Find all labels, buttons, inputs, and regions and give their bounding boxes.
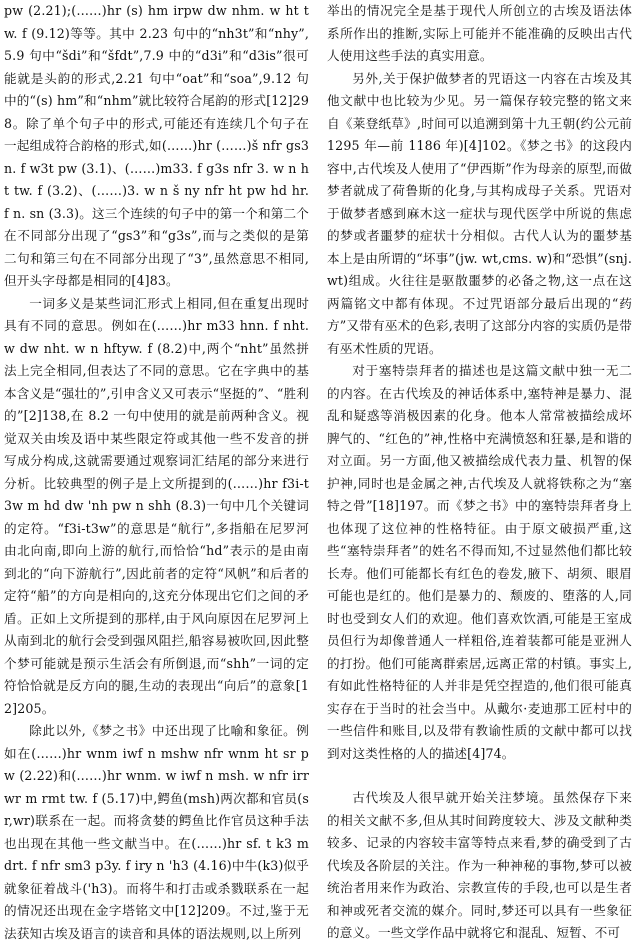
left-column — [4, 0, 309, 941]
section-gap — [327, 765, 632, 787]
paragraph-poetic-forms: pw (2.21);(……)hr (s) hm irpw dw nhm. w ht tw. f (9.12)等等。其中 2.23 句中的“nh3t”和“nhy”,5.9 句中“šdi”和“šfdt”,7.9 中的“d3i”和“d3is”很可能就是头韵的形式,2.21 句中“oat”和“soa”,9.12 句中的“(s) hm”和“nhm”就比较符合尾韵的形式[12]298。除了单个句子中的形式,可能还有连续几个句子在一起组成符合韵格的形式,如(……)hr (……)š nfr gs3 n. f w3t pw (3.1)、(……)m33. f g3s nfr 3. w n ht tw. f (3.2)、(……)3. w n š ny nfr ht pw hd hr. f n. sn (3.3)。这三个连续的句子中的第一个和第二个在不同部分出现了“gs3”和“g3s”,而与之类似的是第二句和第三句在不同部分出现了“3”,虽然意思不相同,但开头字母都是相同的[4]83。 — [4, 3, 309, 288]
paragraph-polysemy: 一词多义是某些词汇形式上相同,但在重复出现时具有不同的意思。例如在(……)hr m33 hnn. f nht. w dw nht. w n hftyw. f (8.2)中,两个“nht”虽然拼法上完全相同,但表达了不同的意思。它在字典中的基本含义是“强壮的”,引申含义又可表示“坚挺的”、“胜利的”[2]138,在 8.2 一句中使用的就是前两种含义。视觉双关由埃及语中某些限定符或其他一些不发音的拼写成分构成,这就需要通过观察词汇结尾的部分来进行分析。比较典型的例子是上文所提到的(……)hr f3i-t3w m hd dw 'nh pw n shh (8.3)一句中几个关键词的定符。“f3i-t3w”的意思是“航行”,多指船在尼罗河由北向南,即向上游的航行,而恰恰“hd”表示的是由南到北的“向下游航行”,因此前者的定符“风帆”和后者的定符“船”的方向是相向的,这充分体现出它们之间的矛盾。正如上文所提到的那样,由于风向原因在尼罗河上从南到北的航行会受到强风阻拦,船容易被吹回,因此整个梦可能就是预示生活会有所倒退,而“shh”一词的定符恰恰就是反方向的腿,生动的表现出“向后”的意象[12]205。 — [4, 295, 309, 716]
paragraph-spell: 另外,关于保护做梦者的咒语这一内容在古埃及其他文献中也比较为少见。另一篇保存较完整的铭文来自《莱登纸草》,时间可以追溯到第十九王朝(约公元前 1295 年—前 1186 年)[4]102。《梦之书》的这段内容中,古代埃及人使用了“伊西斯”作为母亲的原型,而做梦者就成了荷鲁斯的化身,与其构成母子关系。咒语对于做梦者感到麻木这一症状与现代医学中所说的焦虑的梦或者噩梦的症状十分相似。古代人认为的噩梦基本上是由所谓的“坏事”(jw. wt,cms. w)和“恐惧”(snj. wt)组成。火往往是驱散噩梦的必备之物,这一点在这两篇铭文中都有体现。不过咒语部分最后出现的“药方”又带有巫术的色彩,表明了这部分内容的实质仍是带有巫术性质的咒语。 — [327, 70, 632, 356]
paragraph-seth-followers: 对于塞特崇拜者的描述也是这篇文献中独一无二的内容。在古代埃及的神话体系中,塞特神是暴力、混乱和疑惑等消极因素的化身。他本人常常被描绘成坏脾气的、“红色的”神,性格中充满愤怒和狂暴,是和谐的对立面。另一方面,他又被描绘成代表力量、机智的保护神,同时也是金属之神,古代埃及人就将铁称之为“塞特之骨”[18]197。而《梦之书》中的塞特崇拜者身上也体现了这位神的性格特征。由于原文破损严重,这些“塞特崇拜者”的姓名不得而知,不过显然他们都比较长寿。他们可能都长有红色的卷发,腋下、胡须、眼眉可能也是红的。他们是暴力的、颓废的、堕落的人,同时也受到女人们的欢迎。他们喜欢饮酒,可能是王室成员但行为却像普通人一样粗俗,连着装都可能是亚洲人的打扮。他们可能离群索居,远离正常的村镇。事实上,有如此性格特征的人并非是凭空捏造的,他们很可能真实存在于当时的社会当中。从戴尔·麦迪那工匠村中的一些信件和账目,以及带有教谕性质的文献中都可以找到对这类性格的人的描述[4]74。 — [327, 363, 632, 761]
right-column — [327, 0, 632, 940]
paragraph-continuation: 举出的情况完全是基于现代人所创立的古埃及语法体系所作出的推断,实际上可能并不能准确的反映出古代人使用这些手法的真实用意。 — [327, 3, 632, 63]
paragraph-metaphor: 除此以外,《梦之书》中还出现了比喻和象征。例如在(……)hr wnm iwf n mshw nfr wnm ht sr pw (2.22)和(……)hr wnm. w iwf n msh. w nfr irr wr m rmt tw. f (5.17)中,鳄鱼(msh)两次都和官员(sr,wr)联系在一起。而将贪婪的鳄鱼比作官员这种手法也出现在其他一些文献当中。在(……)hr sf. t k3 m drt. f nfr sm3 p3y. f iry n 'h3 (4.16)中牛(k3)似乎就象征着战斗('h3)。而将牛和打击或杀戮联系在一起的情况还出现在金字塔铭文中[12]209。不过,鉴于无法获知古埃及语言的读音和具体的语法规则,以上所列 — [4, 723, 309, 941]
paragraph-conclusion: 古代埃及人很早就开始关注梦境。虽然保存下来的相关文献不多,但从其时间跨度较大、涉及文献种类较多、记录的内容较丰富等特点来看,梦的确受到了古代埃及各阶层的关注。作为一种神秘的事物,梦可以被统治者用来作为政治、宗教宣传的手段,也可以是生者和神或死者交流的媒介。同时,梦还可以具有一些象征的意义。一些文学作品中就将它和混乱、短暂、不可 — [327, 790, 632, 940]
